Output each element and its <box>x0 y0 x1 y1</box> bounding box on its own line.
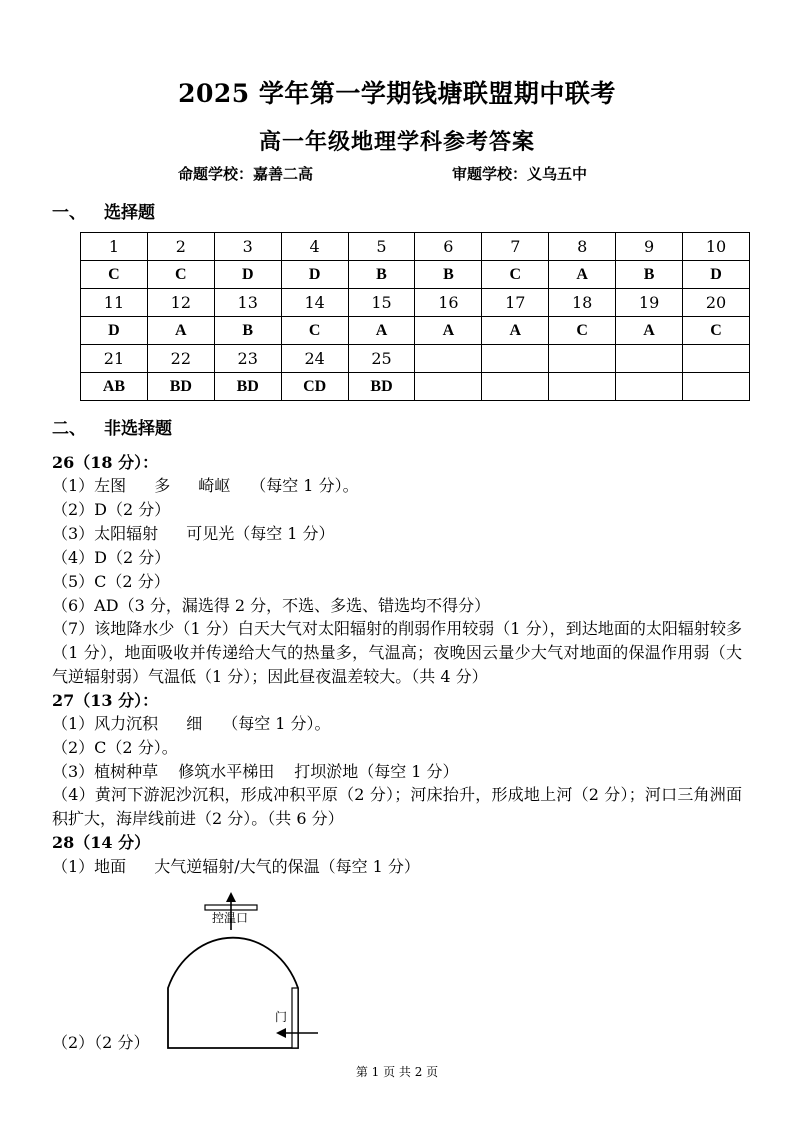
q26-heading: 26（18 分）： <box>52 453 159 472</box>
answer-text: （3）太阳辐射 <box>52 524 159 543</box>
answer-text: （1）风力沉积 <box>52 714 159 733</box>
answer-cell: D <box>683 261 750 289</box>
answer-cell <box>549 373 616 401</box>
answer-cell: A <box>415 317 482 345</box>
question-number-cell: 5 <box>348 233 415 261</box>
exam-title: 2025 学年第一学期钱塘联盟期中联考 <box>178 79 616 108</box>
question-number-cell: 14 <box>281 289 348 317</box>
answer-letter-row <box>81 317 750 345</box>
question-number-cell: 2 <box>147 233 214 261</box>
q26-answer-2: （2）D（2 分） <box>52 500 171 519</box>
proposer-school: 命题学校：嘉善二高 <box>178 165 314 183</box>
answer-cell: C <box>81 261 148 289</box>
question-number-cell: 1 <box>81 233 148 261</box>
answer-text: 崎岖 <box>198 476 231 495</box>
q26-answer-4: （4）D（2 分） <box>52 548 171 567</box>
section-title: 选择题 <box>104 203 155 223</box>
question-number-cell <box>549 345 616 373</box>
q26-answer-5: （5）C（2 分） <box>52 572 170 591</box>
greenhouse-outline <box>168 938 298 1048</box>
section-title: 非选择题 <box>104 419 172 439</box>
answer-text: （1）地面 <box>52 857 127 876</box>
question-number-cell: 17 <box>482 289 549 317</box>
q27-heading: 27（13 分）： <box>52 691 159 710</box>
answer-cell: A <box>616 317 683 345</box>
answer-text: 细 <box>186 714 203 733</box>
question-number-cell <box>415 345 482 373</box>
question-number-cell: 10 <box>683 233 750 261</box>
question-number-cell <box>683 345 750 373</box>
answer-cell <box>616 373 683 401</box>
question-number-cell: 8 <box>549 233 616 261</box>
question-number-cell: 15 <box>348 289 415 317</box>
question-number-cell: 16 <box>415 289 482 317</box>
question-number-cell: 22 <box>147 345 214 373</box>
question-number-cell: 11 <box>81 289 148 317</box>
q28-answer-1 <box>52 855 420 879</box>
answer-key-subtitle: 高一年级地理学科参考答案 <box>258 129 535 155</box>
answer-cell: C <box>147 261 214 289</box>
question-number-cell: 20 <box>683 289 750 317</box>
question-number-cell: 23 <box>214 345 281 373</box>
answer-text: 可见光（每空 1 分） <box>186 524 335 543</box>
answer-cell: B <box>616 261 683 289</box>
question-number-cell <box>482 345 549 373</box>
section-number: 一、 <box>52 203 86 223</box>
answer-cell: B <box>415 261 482 289</box>
greenhouse-diagram <box>150 890 340 1060</box>
answer-cell: CD <box>281 373 348 401</box>
q26-answer-3 <box>52 522 335 546</box>
answer-cell: C <box>683 317 750 345</box>
section-multiple-choice-heading <box>52 198 155 223</box>
q27-answer-1 <box>52 712 331 736</box>
answer-cell: C <box>549 317 616 345</box>
question-number-row <box>81 345 750 373</box>
q27-answer-4: （4）黄河下游泥沙沉积，形成冲积平原（2 分）；河床抬升，形成地上河（2 分）；河口三角洲面积扩大，海岸线前进（2 分）。（共 6 分） <box>52 785 742 828</box>
answer-cell: D <box>281 261 348 289</box>
question-number-cell: 13 <box>214 289 281 317</box>
q27-answer-3 <box>52 760 459 784</box>
q28-heading: 28（14 分） <box>52 833 151 852</box>
question-number-cell: 12 <box>147 289 214 317</box>
door-label: 门 <box>275 1010 288 1024</box>
question-number-cell <box>616 345 683 373</box>
question-number-cell: 4 <box>281 233 348 261</box>
answer-cell: A <box>482 317 549 345</box>
answer-cell: BD <box>348 373 415 401</box>
question-number-row <box>81 233 750 261</box>
answer-cell: BD <box>214 373 281 401</box>
question-number-cell: 18 <box>549 289 616 317</box>
answer-cell <box>415 373 482 401</box>
answer-cell: B <box>348 261 415 289</box>
answer-letter-row <box>81 373 750 401</box>
vent-label: 控温口 <box>212 911 249 925</box>
question-number-cell: 6 <box>415 233 482 261</box>
answer-letter-row <box>81 261 750 289</box>
question-number-cell: 3 <box>214 233 281 261</box>
answer-text: （3）植树种草 <box>52 762 159 781</box>
q26-answer-7: （7）该地降水少（1 分）白天大气对太阳辐射的削弱作用较弱（1 分），到达地面的太阳辐射较多（1 分），地面吸收并传递给大气的热量多，气温高；夜晚因云量少大气对地面的保温作用弱（大气逆辐射弱）气温低（1 分）；因此昼夜温差较大。（共 4 分） <box>52 619 742 686</box>
question-number-cell: 24 <box>281 345 348 373</box>
answer-note: （每空 1 分）。 <box>250 476 359 495</box>
answer-cell: C <box>281 317 348 345</box>
section-free-response-heading <box>52 414 172 439</box>
answer-text: 打坝淤地（每空 1 分） <box>294 762 459 781</box>
answer-cell: BD <box>147 373 214 401</box>
question-number-cell: 21 <box>81 345 148 373</box>
page-footer: 第 1 页 共 2 页 <box>355 1065 439 1079</box>
q26-answer-1 <box>52 474 359 498</box>
answer-cell: A <box>348 317 415 345</box>
answer-cell: B <box>214 317 281 345</box>
answer-text: 大气逆辐射/大气的保温（每空 1 分） <box>154 857 420 876</box>
answer-cell: D <box>214 261 281 289</box>
answer-cell <box>683 373 750 401</box>
answer-cell: AB <box>81 373 148 401</box>
question-number-row <box>81 289 750 317</box>
answer-cell: A <box>549 261 616 289</box>
answer-text: （1）左图 <box>52 476 127 495</box>
answer-text: 多 <box>154 476 171 495</box>
reviewer-school: 审题学校：义乌五中 <box>452 165 588 183</box>
answer-cell: C <box>482 261 549 289</box>
question-number-cell: 25 <box>348 345 415 373</box>
answer-table <box>80 232 750 401</box>
answer-cell: D <box>81 317 148 345</box>
question-number-cell: 7 <box>482 233 549 261</box>
vent-arrow-head <box>226 892 236 902</box>
answer-cell: A <box>147 317 214 345</box>
q27-answer-2: （2）C（2 分）。 <box>52 738 178 757</box>
door-panel <box>292 988 298 1048</box>
q26-answer-6: （6）AD（3 分，漏选得 2 分，不选、多选、错选均不得分） <box>52 596 491 615</box>
question-number-cell: 9 <box>616 233 683 261</box>
door-arrow-head <box>276 1028 286 1038</box>
question-number-cell: 19 <box>616 289 683 317</box>
section-number: 二、 <box>52 419 86 439</box>
answer-text: 修筑水平梯田 <box>178 762 275 781</box>
answer-cell <box>482 373 549 401</box>
q28-answer-2: （2）（2 分） <box>52 1033 150 1052</box>
answer-note: （每空 1 分）。 <box>222 714 331 733</box>
